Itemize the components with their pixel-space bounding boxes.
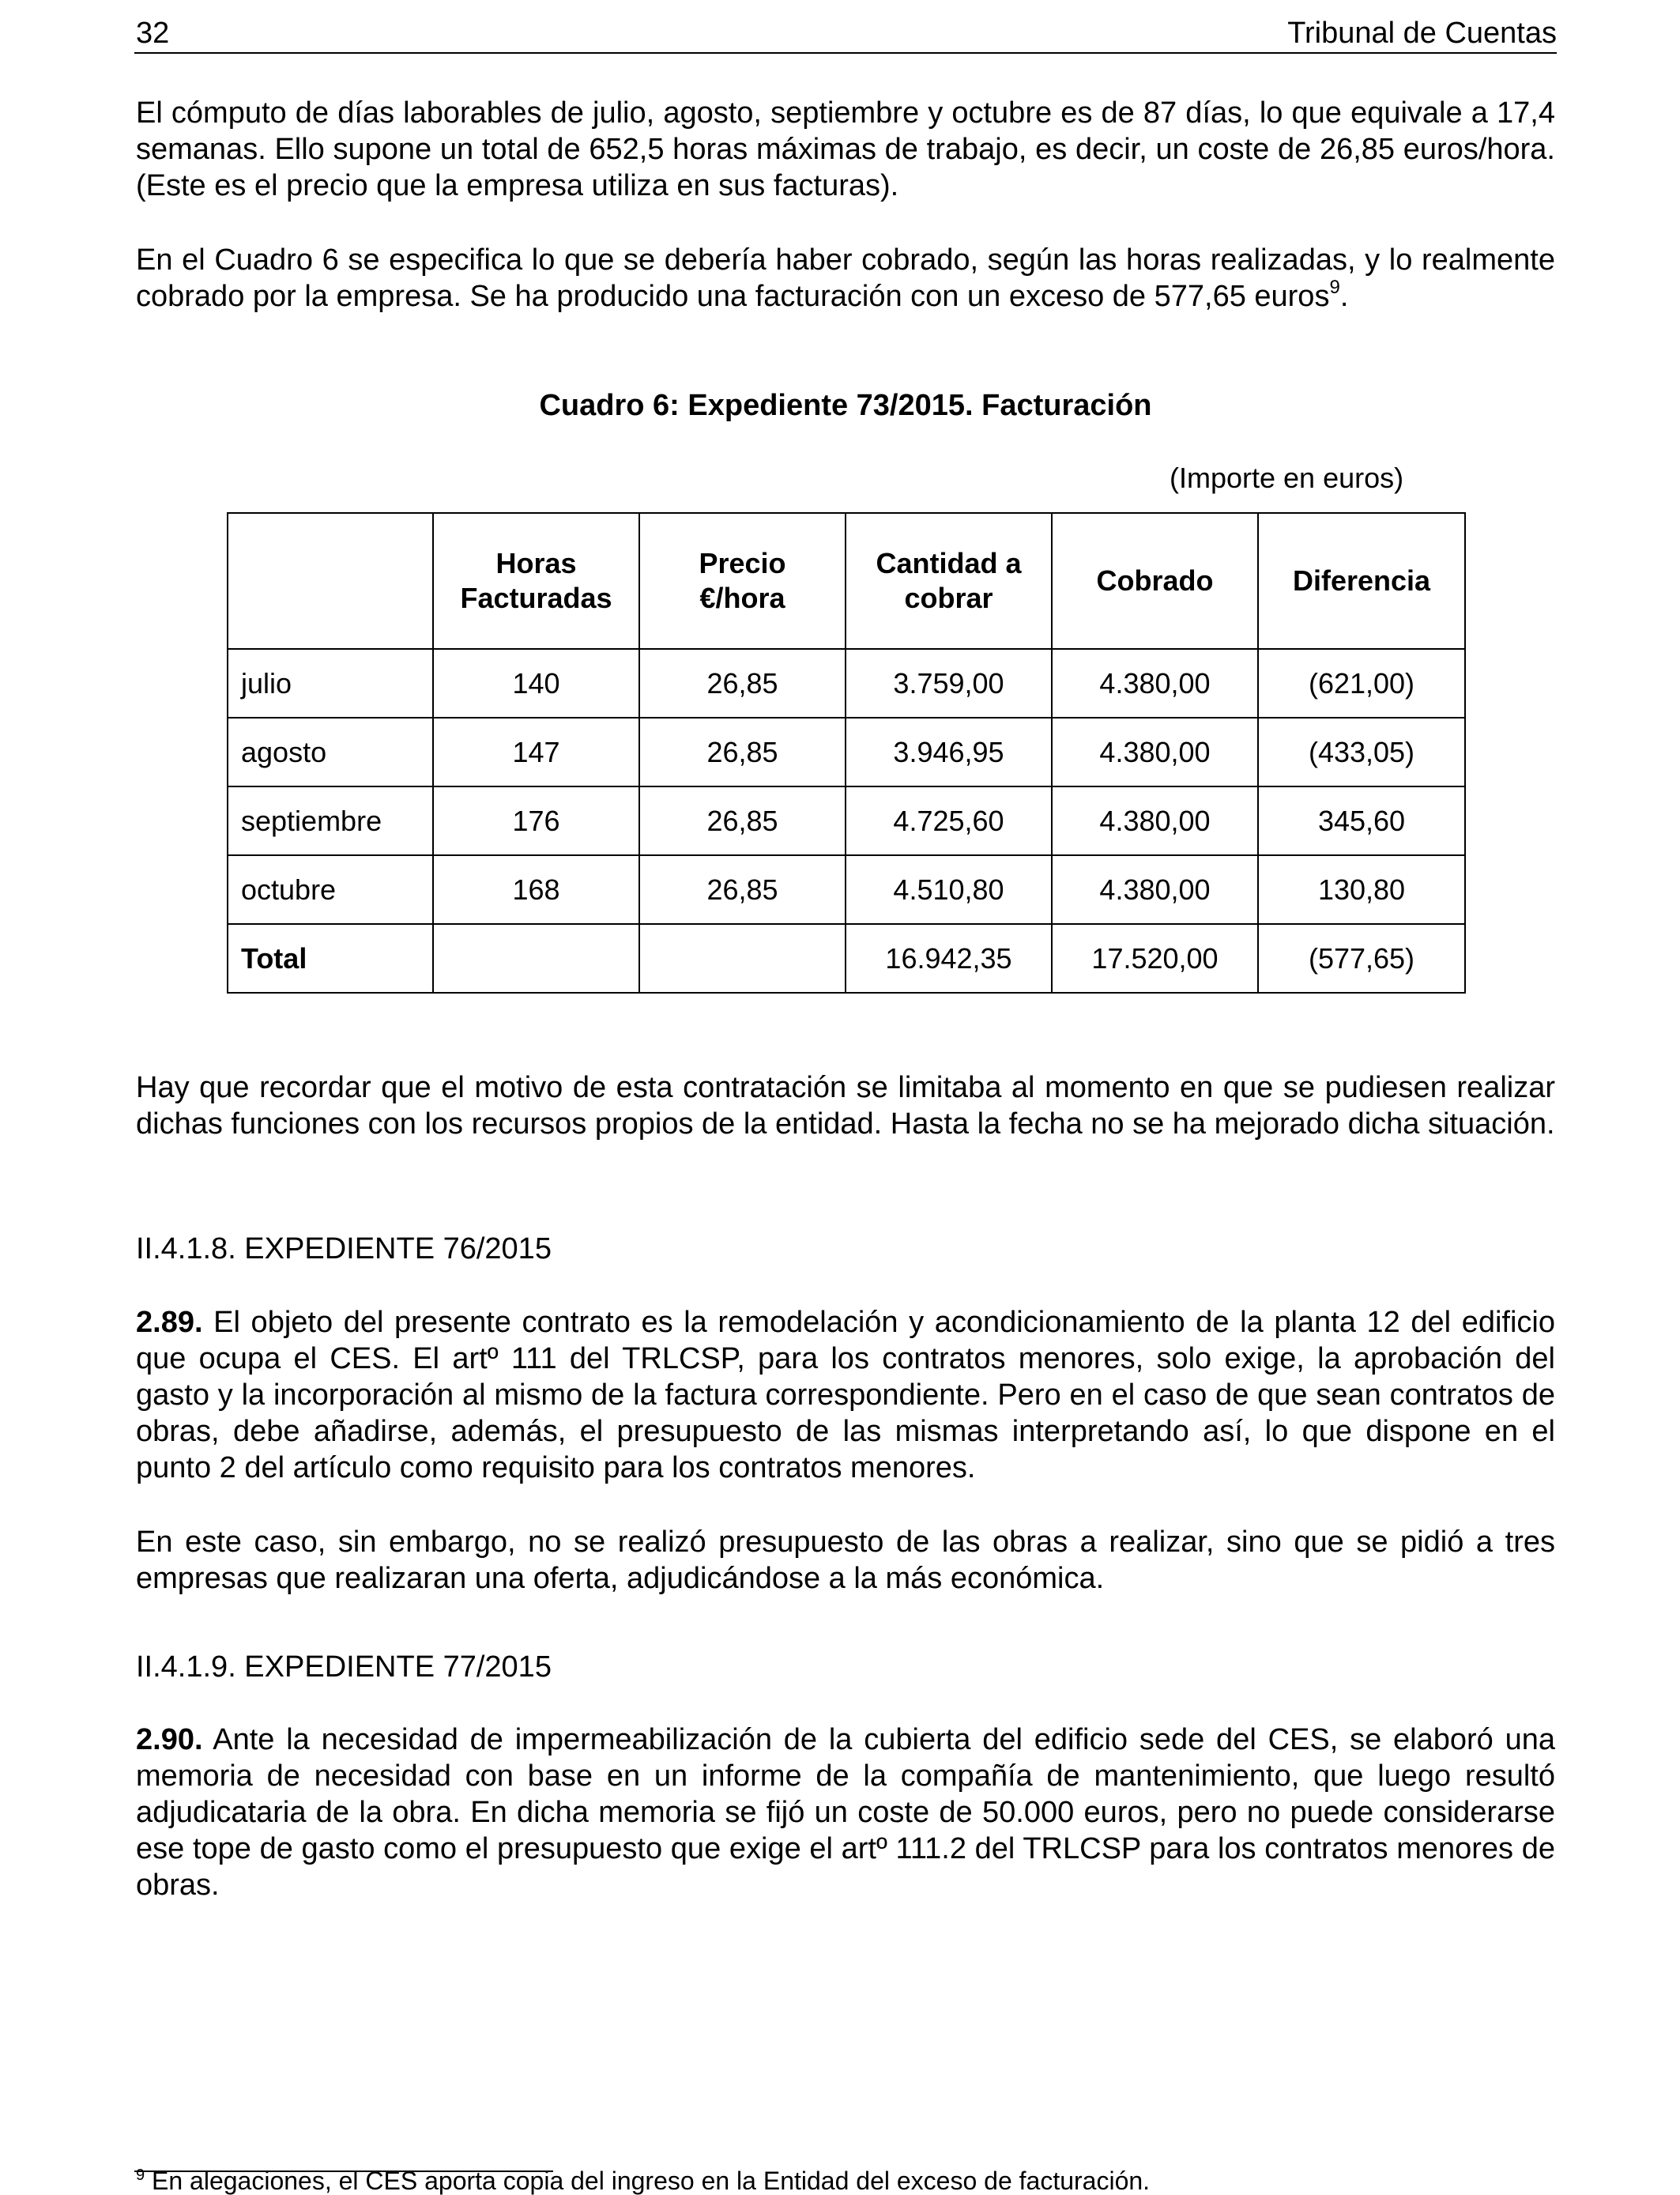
page-header [134, 14, 1557, 54]
table-cell: 345,60 [1258, 786, 1465, 855]
table-cell: (433,05) [1258, 718, 1465, 786]
paragraph-2-90 [136, 1722, 1555, 1903]
table-cell: 140 [433, 649, 639, 718]
table-cell [433, 924, 639, 993]
paragraph-2 [136, 242, 1555, 315]
table-cell: julio [228, 649, 433, 718]
billing-table [227, 512, 1466, 994]
table-cell: 26,85 [639, 718, 846, 786]
table-caption: Cuadro 6: Expediente 73/2015. Facturación [539, 389, 1152, 422]
table-cell: 4.380,00 [1052, 786, 1258, 855]
table-cell: 3.759,00 [846, 649, 1052, 718]
table-row [228, 718, 1465, 786]
footnote-number: 9 [136, 2167, 145, 2184]
page-number: 32 [136, 17, 170, 50]
table-cell: 26,85 [639, 786, 846, 855]
paragraph-2-89 [136, 1304, 1555, 1486]
table-total-row [228, 924, 1465, 993]
table-cell: 16.942,35 [846, 924, 1052, 993]
table-row [228, 786, 1465, 855]
column-header: Cobrado [1052, 513, 1258, 649]
paragraph-2-text: En el Cuadro 6 se especifica lo que se debería haber cobrado, según las horas realizadas, y lo realmente cobrado por la empresa. Se ha producido una facturación con un exceso de 577,65 euros [136, 243, 1555, 313]
column-header: Cantidad a cobrar [846, 513, 1052, 649]
paragraph-text: Ante la necesidad de impermeabilización de la cubierta del edificio sede del CES, se elaboró una memoria de necesidad con base en un informe de la compañía de mantenimiento, que luego resultó adjudicataria de la obra. En dicha memoria se fijó un coste de 50.000 euros, pero no puede considerarse ese tope de gasto como el presupuesto que exige el artº 111.2 del TRLCSP para los contratos menores de obras. [136, 1723, 1555, 1902]
column-header: Precio €/hora [639, 513, 846, 649]
table-cell: agosto [228, 718, 433, 786]
table-cell: 168 [433, 855, 639, 924]
paragraph-text: El objeto del presente contrato es la remodelación y acondicionamiento de la planta 12 del edificio que ocupa el CES. El artº 111 del TRLCSP, para los contratos menores, solo exige, la aprobación del gasto y la incorporación al mismo de la factura correspondiente. Pero en el caso de que sean contratos de obras, debe añadirse, además, el presupuesto de las mismas interpretando así, lo que dispone en el punto 2 del artículo como requisito para los contratos menores. [136, 1306, 1555, 1484]
paragraph-number: 2.89. [136, 1306, 203, 1339]
footnote-text: En alegaciones, el CES aporta copia del ingreso en la Entidad del exceso de facturación. [152, 2167, 1151, 2195]
paragraph-1: El cómputo de días laborables de julio, agosto, septiembre y octubre es de 87 días, lo que equivale a 17,4 semanas. Ello supone un total de 652,5 horas máximas de trabajo, es decir, un coste de 26,85 euros/hora. (Este es el precio que la empresa utiliza en sus facturas). [136, 96, 1555, 202]
column-header: Diferencia [1258, 513, 1465, 649]
table-cell: septiembre [228, 786, 433, 855]
running-title: Tribunal de Cuentas [1287, 17, 1557, 50]
table-row [228, 855, 1465, 924]
paragraph-number: 2.90. [136, 1723, 203, 1756]
table-cell: 4.510,80 [846, 855, 1052, 924]
section-heading-77: II.4.1.9. EXPEDIENTE 77/2015 [136, 1650, 552, 1684]
table-cell: octubre [228, 855, 433, 924]
table-cell: 26,85 [639, 649, 846, 718]
paragraph-3: Hay que recordar que el motivo de esta contratación se limitaba al momento en que se pudiesen realizar dichas funciones con los recursos propios de la entidad. Hasta la fecha no se ha mejorado dicha situación. [136, 1071, 1555, 1141]
table-cell: (577,65) [1258, 924, 1465, 993]
table-cell: 4.380,00 [1052, 649, 1258, 718]
table-cell: 4.725,60 [846, 786, 1052, 855]
column-header [228, 513, 433, 649]
table-cell: 4.380,00 [1052, 855, 1258, 924]
paragraph-5: En este caso, sin embargo, no se realizó presupuesto de las obras a realizar, sino que se pidió a tres empresas que realizaran una oferta, adjudicándose a la más económica. [136, 1526, 1555, 1595]
table-cell: (621,00) [1258, 649, 1465, 718]
table-cell: Total [228, 924, 433, 993]
table-header-row [228, 513, 1465, 649]
table-units: (Importe en euros) [1170, 462, 1404, 494]
table-cell: 3.946,95 [846, 718, 1052, 786]
table-cell: 176 [433, 786, 639, 855]
table-cell: 26,85 [639, 855, 846, 924]
table-cell: 4.380,00 [1052, 718, 1258, 786]
table-cell: 130,80 [1258, 855, 1465, 924]
footnote [136, 2167, 1555, 2194]
section-heading-76: II.4.1.8. EXPEDIENTE 76/2015 [136, 1232, 552, 1265]
table-cell: 147 [433, 718, 639, 786]
footnote-ref[interactable]: 9 [1329, 277, 1340, 298]
table-cell: 17.520,00 [1052, 924, 1258, 993]
column-header: Horas Facturadas [433, 513, 639, 649]
paragraph-2-end: . [1339, 280, 1349, 313]
table-row [228, 649, 1465, 718]
table-cell [639, 924, 846, 993]
